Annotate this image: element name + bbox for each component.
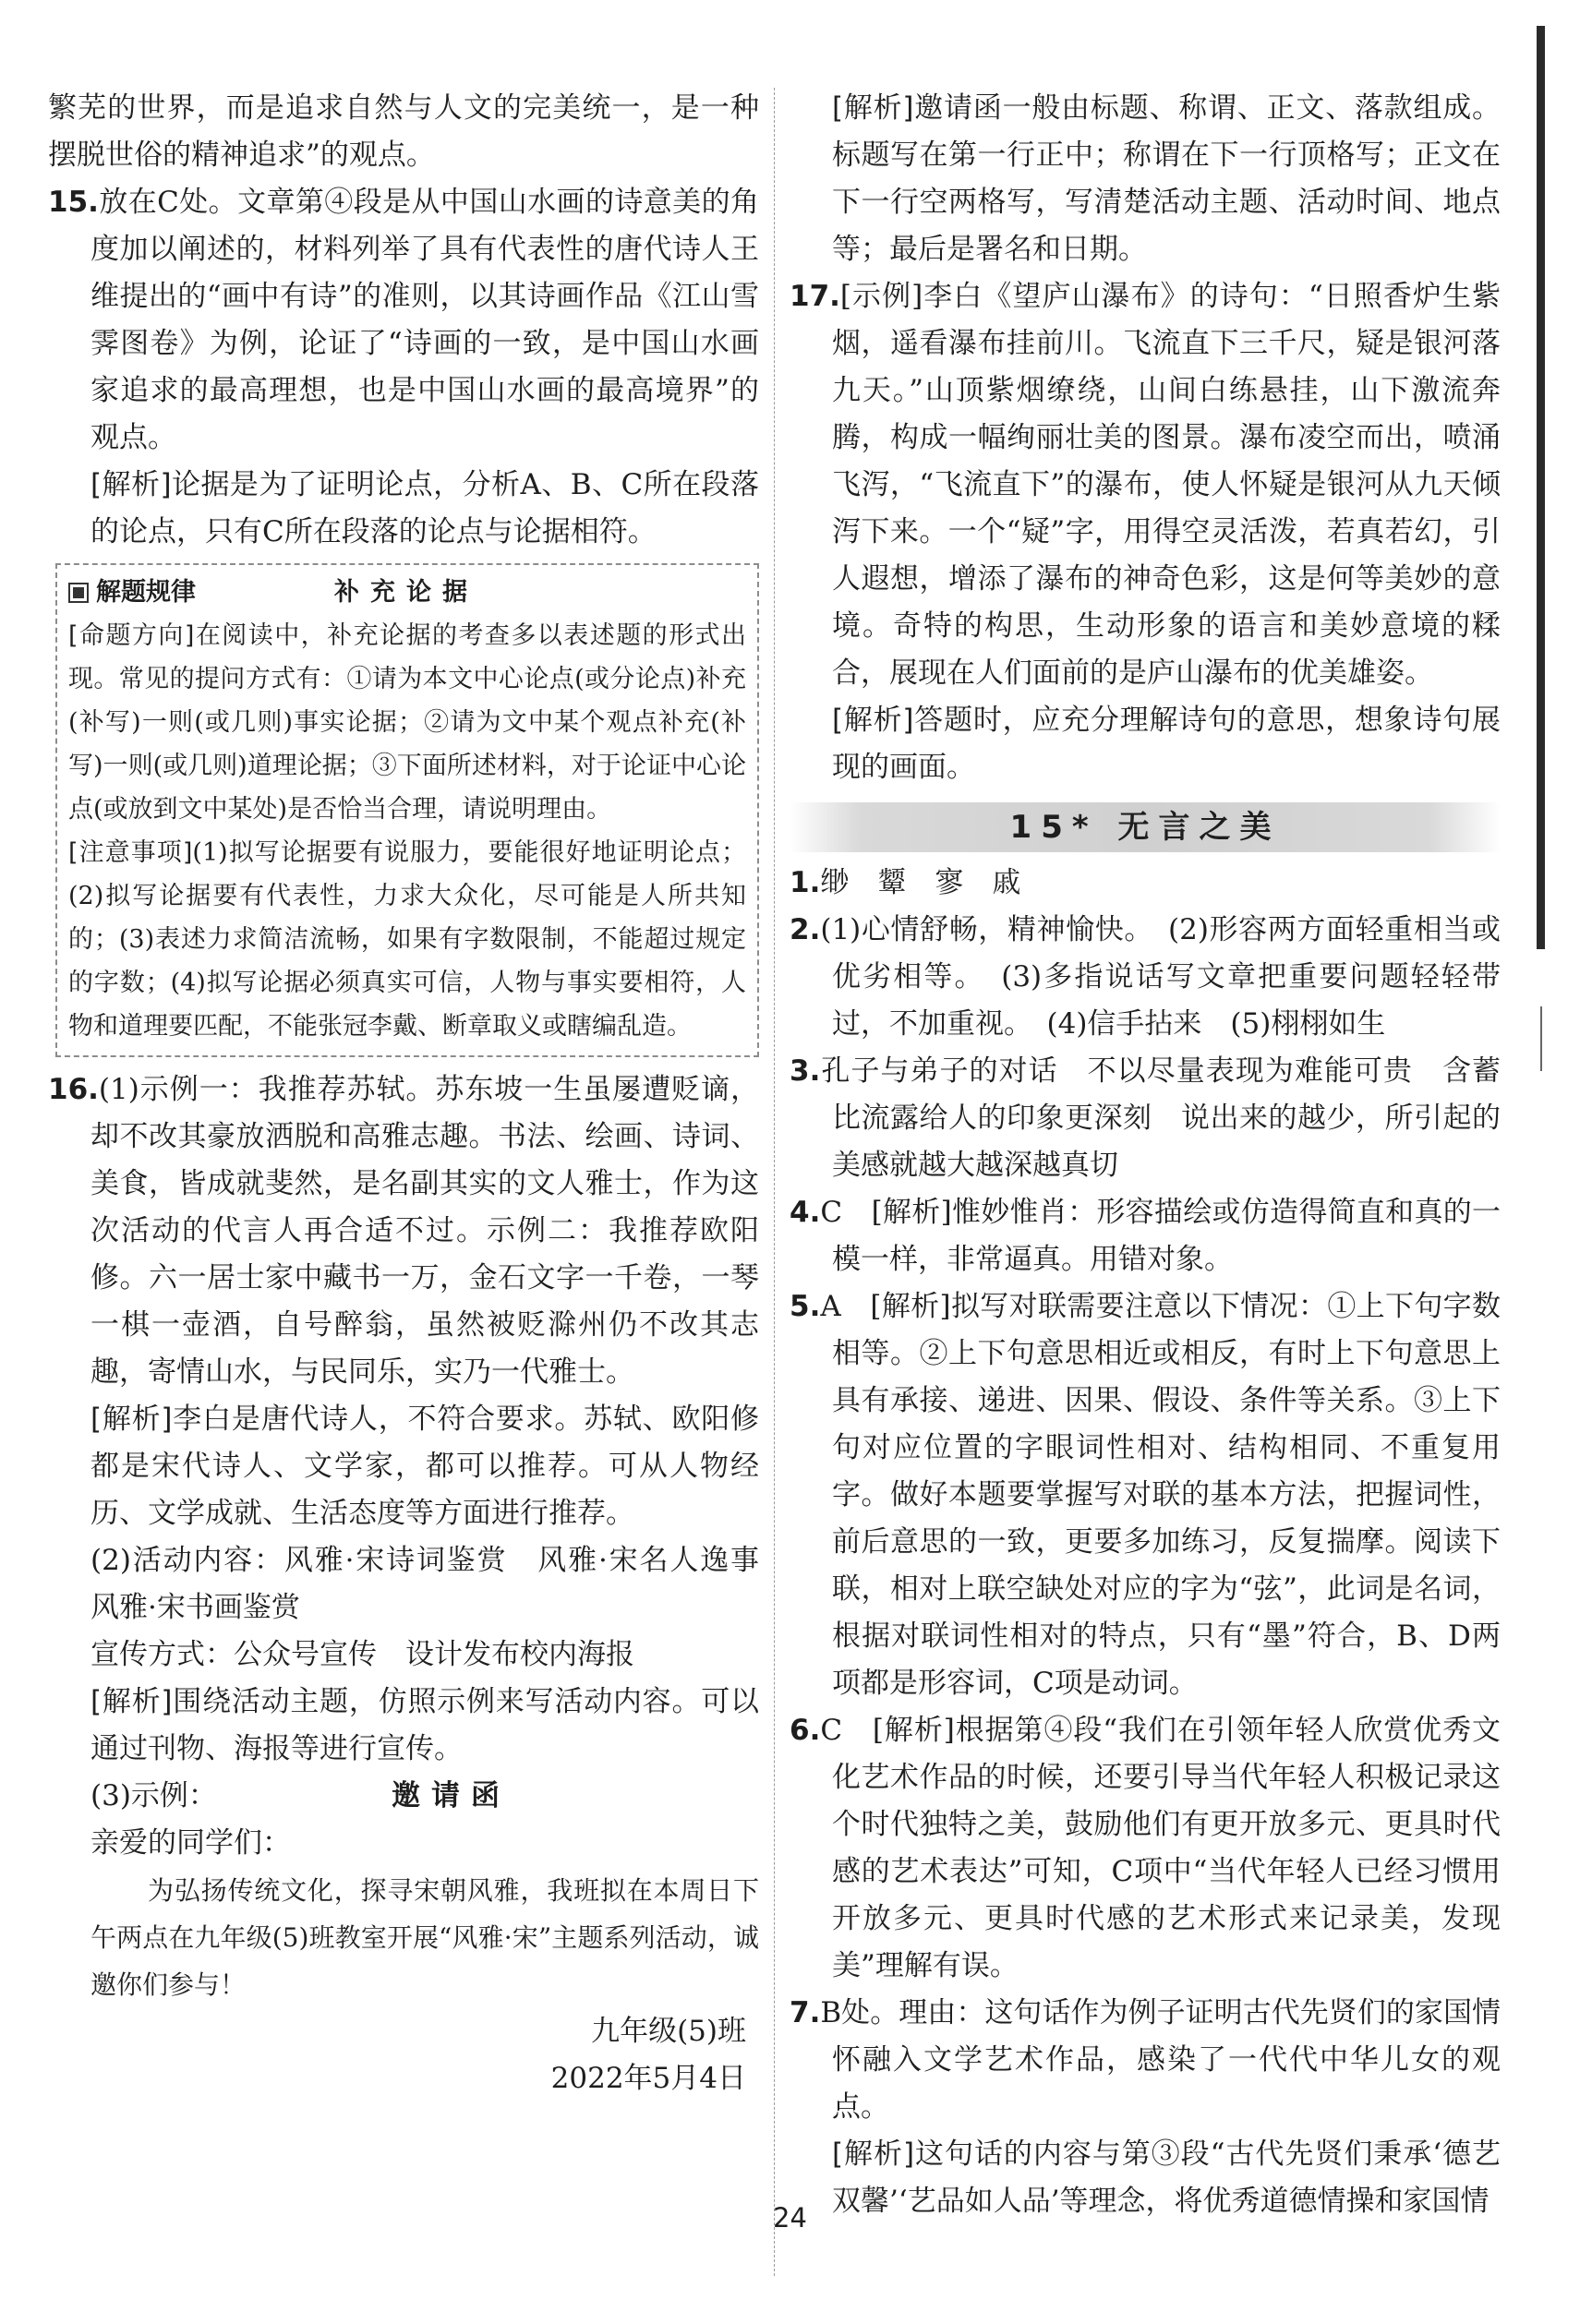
- notes-tag: [注意事项]: [68, 838, 193, 867]
- page-number: 24: [773, 2202, 807, 2234]
- rule-box-direction: [68, 614, 746, 831]
- analysis-text: 李白是唐代诗人，不符合要求。苏轼、欧阳修都是宋代诗人、文学家，都可以推荐。可从人物经历、文学成就、生活态度等方面进行推荐。: [90, 1403, 759, 1530]
- analysis-15: [48, 462, 759, 556]
- question-number: 7.: [790, 1996, 821, 2029]
- question-number: 16.: [48, 1073, 99, 1106]
- answer-text: (1)示例一：我推荐苏轼。苏东坡一生虽屡遭贬谪，却不改其豪放洒脱和高雅志趣。书法、绘画、诗词、美食，皆成就斐然，是名副其实的文人雅士，作为这次活动的代言人再合适不过。示例二：我推荐欧阳修。六一居士家中藏书一万，金石文字一千卷，一琴一棋一壶酒，自号醉翁，虽然被贬滁州仍不改其志趣，寄情山水，与民同乐，实乃一代雅士。: [90, 1073, 759, 1389]
- answer-item: [790, 860, 1501, 907]
- answer-text: 缈 颦 寥 戚: [820, 866, 1021, 899]
- letter-greeting: 亲爱的同学们：: [90, 1826, 291, 1860]
- question-number: 6.: [790, 1714, 821, 1747]
- analysis-16-2: [48, 1679, 759, 1773]
- rule-box-label: 解题规律: [96, 578, 196, 607]
- analysis-17: [790, 697, 1501, 791]
- direction-text: 在阅读中，补充论据的考查多以表述题的形式出现。常见的提问方式有：①请为本文中心论点(或分论点)补充(补写)一则(或几则)事实论据；②请为文中某个观点补充(补写)一则(或几则)道理论据；③下面所述材料，对于论证中心论点(或放到文中某处)是否恰当合理，请说明理由。: [68, 621, 747, 824]
- answer-item: [790, 907, 1501, 1048]
- answer-item: [790, 1189, 1501, 1283]
- question-number: 5.: [790, 1290, 821, 1323]
- direction-tag: [命题方向]: [68, 621, 195, 650]
- answer-item: [790, 1707, 1501, 1990]
- analysis-text: 论据是为了证明论点，分析A、B、C所在段落的论点，只有C所在段落的论点与论据相符。: [90, 468, 759, 548]
- binding-edge: [1537, 26, 1545, 949]
- rule-box-title: 补充论据: [334, 578, 478, 607]
- answer-16-2: (2)活动内容：风雅·宋诗词鉴赏 风雅·宋名人逸事 风雅·宋书画鉴赏: [90, 1544, 788, 1624]
- analysis-tag: [解析]: [90, 468, 172, 501]
- answer-item: [790, 1283, 1501, 1707]
- answer-list: [790, 860, 1501, 2131]
- analysis-text: 围绕活动主题，仿照示例来写活动内容。可以通过刊物、海报等进行宣传。: [90, 1685, 759, 1765]
- letter-title: 邀请函: [391, 1779, 511, 1812]
- answer-text: C [解析]惟妙惟肖：形容描绘或仿造得简直和真的一模一样，非常逼真。用错对象。: [820, 1196, 1501, 1276]
- answer-text: 放在C处。文章第④段是从中国山水画的诗意美的角度加以阐述的，材料列举了具有代表性的唐代诗人王维提出的“画中有诗”的准则，以其诗画作品《江山雪霁图卷》为例，论证了“诗画的一致，是中国山水画家追求的最高理想，也是中国山水画的最高境界”的观点。: [90, 186, 759, 454]
- rule-box: [55, 563, 759, 1057]
- letter-date: 2022年5月4日: [550, 2062, 746, 2095]
- analysis-16-3: [790, 85, 1501, 273]
- answer-text: (1)心情舒畅，精神愉快。 (2)形容两方面轻重相当或优劣相等。 (3)多指说话写文章把重要问题轻轻带过，不加重视。 (4)信手拈来 (5)栩栩如生: [820, 913, 1501, 1041]
- answer-text: B处。理由：这句话作为例子证明古代先贤们的家国情怀融入文学艺术作品，感染了一代代中华儿女的观点。: [820, 1996, 1501, 2124]
- analysis-tag: [解析]: [832, 704, 914, 737]
- analysis-text: 这句话的内容与第③段“古代先贤们秉承‘德艺双馨’‘艺品如人品’等理念，将优秀道德情操和家国情: [832, 2137, 1501, 2218]
- intro-text: 繁芜的世界，而是追求自然与人文的完美统一，是一种摆脱世俗的精神追求”的观点。: [48, 91, 759, 172]
- answer-text: A [解析]拟写对联需要注意以下情况：①上下句字数相等。②上下句意思相近或相反，有时上下句意思上具有承接、递进、因果、假设、条件等关系。③上下句对应位置的字眼词性相对、结构相同、不重复用字。做好本题要掌握写对联的基本方法，把握词性，前后意思的一致，更要多加练习，反复揣摩。阅读下联，相对上联空缺处对应的字为“弦”，此词是名词，根据对联词性相对的特点，只有“墨”符合，B、D两项都是形容词，C项是动词。: [820, 1290, 1501, 1700]
- question-number: 17.: [790, 280, 840, 313]
- rule-box-header: [68, 571, 746, 614]
- analysis-tag: [解析]: [90, 1403, 173, 1436]
- question-17: [790, 273, 1501, 697]
- column-divider: [774, 88, 775, 2276]
- question-number: 3.: [790, 1054, 821, 1088]
- answer-16-2-promo: 宣传方式：公众号宣传 设计发布校内海报: [90, 1638, 634, 1671]
- notes-text: (1)拟写论据要有说服力，要能很好地证明论点；(2)拟写论据要有代表性，力求大众化，尽可能是人所共知的；(3)表述力求简洁流畅，如果有字数限制，不能超过规定的字数；(4)拟写论据必须真实可信，人物与事实要相符，人物和道理要匹配，不能张冠李戴、断章取义或瞎编乱造。: [68, 838, 746, 1041]
- example-prefix: (3)示例：: [90, 1779, 217, 1812]
- rule-box-notes: [68, 831, 746, 1048]
- answer-text: C [解析]根据第④段“我们在引领年轻人欣赏优秀文化艺术作品的时候，还要引导当代年轻人积极记录这个时代独特之美，鼓励他们有更开放多元、更具时代感的艺术表达”可知，C项中“当代年轻人已经习惯用开放多元、更具时代感的艺术形式来记录美，发现美”理解有误。: [820, 1714, 1501, 1982]
- letter-signature: 九年级(5)班: [591, 2015, 746, 2048]
- question-number: 4.: [790, 1196, 821, 1229]
- analysis-tag: [解析]: [90, 1685, 173, 1718]
- analysis-tag: [解析]: [832, 91, 914, 125]
- question-number: 1.: [790, 866, 821, 899]
- answer-text: [示例]李白《望庐山瀑布》的诗句：“日照香炉生紫烟，遥看瀑布挂前川。飞流直下三千尺，疑是银河落九天。”山顶紫烟缭绕，山间白练悬挂，山下激流奔腾，构成一幅绚丽壮美的图景。瀑布凌空而出，喷涌飞泻，“飞流直下”的瀑布，使人怀疑是银河从九天倾泻下来。一个“疑”字，用得空灵活泼，若真若幻，引人遐想，增添了瀑布的神奇色彩，这是何等美妙的意境。奇特的构思，生动形象的语言和美妙意境的糅合，展现在人们面前的是庐山瀑布的优美雄姿。: [832, 280, 1501, 690]
- answer-16-3: [48, 1773, 759, 1820]
- letter-body: 为弘扬传统文化，探寻宋朝风雅，我班拟在本周日下午两点在九年级(5)班教室开展“风雅·宋”主题系列活动，诚邀你们参与！: [90, 1875, 759, 2000]
- square-bullet-icon: [68, 583, 89, 603]
- analysis-text: 邀请函一般由标题、称谓、正文、落款组成。标题写在第一行正中；称谓在下一行顶格写；正文在下一行空两格写，写清楚活动主题、活动时间、地点等；最后是署名和日期。: [832, 91, 1501, 266]
- question-16: [48, 1066, 759, 1396]
- answer-item: [790, 1048, 1501, 1189]
- left-column: [48, 85, 788, 2102]
- analysis-16-1: [48, 1396, 759, 1537]
- question-number: 2.: [790, 913, 821, 946]
- question-15: [48, 179, 759, 462]
- answer-text: 孔子与弟子的对话 不以尽量表现为难能可贵 含蓄比流露给人的印象更深刻 说出来的越少，所引起的美感就越大越深越真切: [820, 1054, 1501, 1182]
- answer-item: [790, 1990, 1501, 2131]
- analysis-text: 答题时，应充分理解诗句的意思，想象诗句展现的画面。: [832, 704, 1501, 784]
- section-title: 15* 无言之美: [790, 802, 1501, 852]
- analysis-tag: [解析]: [832, 2137, 915, 2171]
- question-number: 15.: [48, 186, 99, 219]
- right-column: [790, 85, 1501, 2225]
- binding-edge-mark: [1540, 1006, 1542, 1071]
